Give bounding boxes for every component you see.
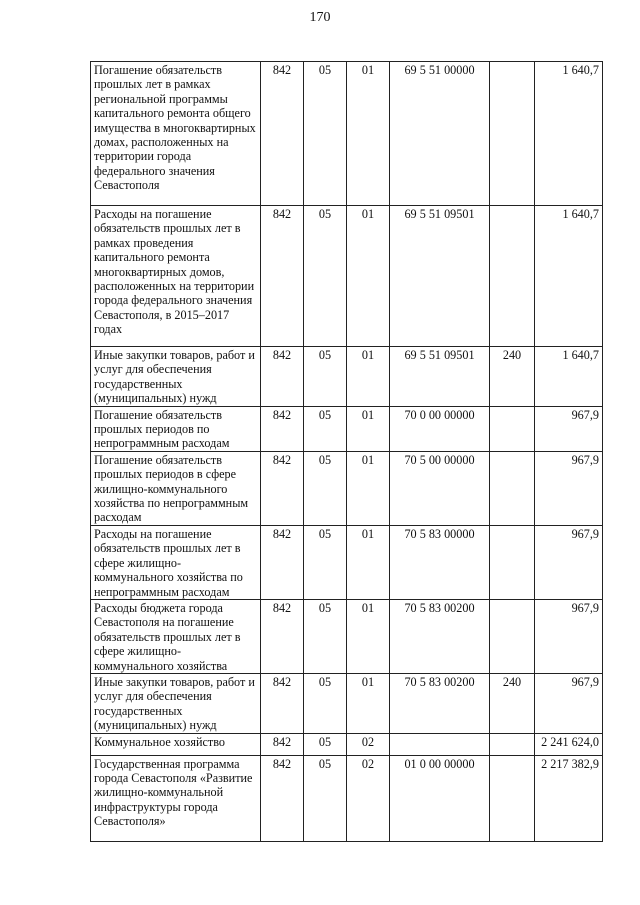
section-code: 05 <box>304 62 347 206</box>
row-name: Расходы на погашение обязательств прошлых лет в сфере жилищно-коммунального хозяйства по непрограммным расходам <box>91 525 261 599</box>
table-row <box>91 406 603 451</box>
target-article: 70 5 83 00200 <box>390 673 490 733</box>
amount: 2 217 382,9 <box>535 755 603 841</box>
row-name: Иные закупки товаров, работ и услуг для обеспечения государственных (муниципальных) нужд <box>91 673 261 733</box>
expense-type <box>490 406 535 451</box>
subsection-code: 01 <box>347 347 390 407</box>
subsection-code: 02 <box>347 755 390 841</box>
subsection-code: 02 <box>347 733 390 755</box>
table-row <box>91 62 603 206</box>
section-code: 05 <box>304 451 347 525</box>
section-code: 05 <box>304 347 347 407</box>
expense-type <box>490 451 535 525</box>
subsection-code: 01 <box>347 599 390 673</box>
table-row <box>91 451 603 525</box>
row-name: Расходы на погашение обязательств прошлых лет в рамках проведения капитального ремонта многоквартирных домов, расположенных на территории города федерального значения Севастополя, в 2015–2017 годах <box>91 206 261 347</box>
ministry-code: 842 <box>261 755 304 841</box>
amount: 967,9 <box>535 673 603 733</box>
row-name: Государственная программа города Севастополя «Развитие жилищно-коммунальной инфраструктуры города Севастополя» <box>91 755 261 841</box>
section-code: 05 <box>304 673 347 733</box>
page-number: 170 <box>309 10 331 25</box>
budget-table <box>90 61 603 842</box>
amount: 1 640,7 <box>535 62 603 206</box>
ministry-code: 842 <box>261 599 304 673</box>
expense-type: 240 <box>490 347 535 407</box>
ministry-code: 842 <box>261 451 304 525</box>
expense-type: 240 <box>490 673 535 733</box>
expense-type <box>490 599 535 673</box>
expense-type <box>490 525 535 599</box>
target-article: 70 0 00 00000 <box>390 406 490 451</box>
subsection-code: 01 <box>347 451 390 525</box>
target-article: 69 5 51 09501 <box>390 206 490 347</box>
section-code: 05 <box>304 733 347 755</box>
ministry-code: 842 <box>261 206 304 347</box>
ministry-code: 842 <box>261 673 304 733</box>
expense-type <box>490 733 535 755</box>
row-name: Погашение обязательств прошлых периодов по непрограммным расходам <box>91 406 261 451</box>
target-article: 69 5 51 00000 <box>390 62 490 206</box>
subsection-code: 01 <box>347 673 390 733</box>
amount: 2 241 624,0 <box>535 733 603 755</box>
target-article: 70 5 83 00000 <box>390 525 490 599</box>
table-row <box>91 206 603 347</box>
subsection-code: 01 <box>347 62 390 206</box>
amount: 967,9 <box>535 599 603 673</box>
ministry-code: 842 <box>261 62 304 206</box>
amount: 1 640,7 <box>535 347 603 407</box>
subsection-code: 01 <box>347 206 390 347</box>
table-row <box>91 525 603 599</box>
target-article <box>390 733 490 755</box>
target-article: 01 0 00 00000 <box>390 755 490 841</box>
table-row <box>91 673 603 733</box>
expense-type <box>490 755 535 841</box>
target-article: 70 5 00 00000 <box>390 451 490 525</box>
ministry-code: 842 <box>261 733 304 755</box>
table-row <box>91 733 603 755</box>
amount: 967,9 <box>535 406 603 451</box>
row-name: Расходы бюджета города Севастополя на погашение обязательств прошлых лет в сфере жилищно-коммунального хозяйства <box>91 599 261 673</box>
section-code: 05 <box>304 525 347 599</box>
ministry-code: 842 <box>261 347 304 407</box>
row-name: Погашение обязательств прошлых периодов в сфере жилищно-коммунального хозяйства по непрограммным расходам <box>91 451 261 525</box>
amount: 967,9 <box>535 525 603 599</box>
expense-type <box>490 62 535 206</box>
section-code: 05 <box>304 406 347 451</box>
target-article: 69 5 51 09501 <box>390 347 490 407</box>
table-row <box>91 599 603 673</box>
section-code: 05 <box>304 599 347 673</box>
expense-type <box>490 206 535 347</box>
amount: 967,9 <box>535 451 603 525</box>
subsection-code: 01 <box>347 525 390 599</box>
row-name: Иные закупки товаров, работ и услуг для обеспечения государственных (муниципальных) нужд <box>91 347 261 407</box>
row-name: Погашение обязательств прошлых лет в рамках региональной программы капитального ремонта общего имущества в многоквартирных домах, расположенных на территории города федерального значения Севастополя <box>91 62 261 206</box>
ministry-code: 842 <box>261 406 304 451</box>
target-article: 70 5 83 00200 <box>390 599 490 673</box>
subsection-code: 01 <box>347 406 390 451</box>
ministry-code: 842 <box>261 525 304 599</box>
table-row <box>91 347 603 407</box>
section-code: 05 <box>304 755 347 841</box>
row-name: Коммунальное хозяйство <box>91 733 261 755</box>
table-row <box>91 755 603 841</box>
amount: 1 640,7 <box>535 206 603 347</box>
section-code: 05 <box>304 206 347 347</box>
